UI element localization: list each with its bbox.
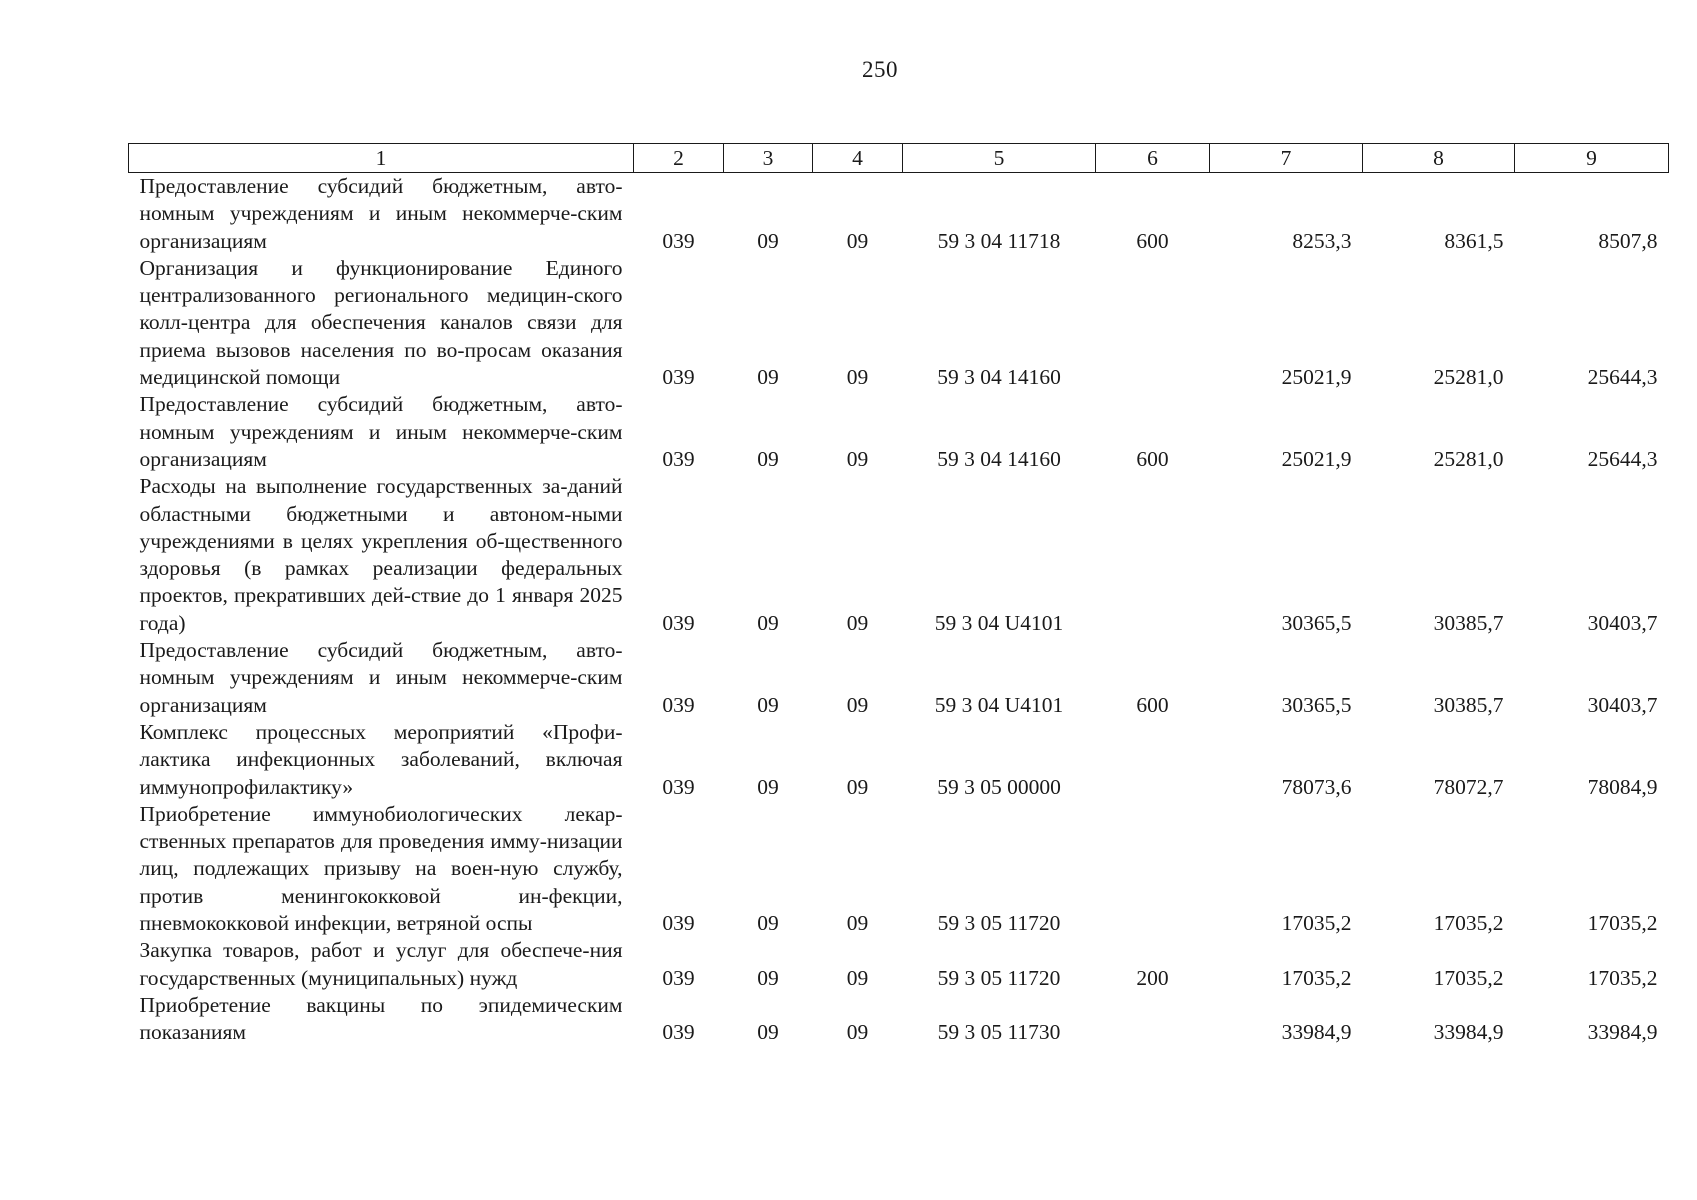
row-section: 09 (757, 692, 779, 717)
row-target-article: 59 3 05 11720 (937, 911, 1061, 936)
row-admin-code: 039 (662, 365, 695, 390)
table-row (129, 391, 1669, 473)
row-subsection: 09 (846, 228, 869, 253)
row-name: Приобретение иммунобиологических лекар-ственных препаратов для проведения имму-низации лиц, подлежащих призыву на воен-ную службу, против менингококковой ин-фекции, пневмококковой инфекции, ветряной оспы (139, 801, 623, 936)
row-amount-2: 78072,7 (1433, 774, 1504, 799)
header-col-2: 2 (634, 144, 724, 173)
row-expense-type: 600 (1136, 446, 1169, 471)
row-amount-2: 30385,7 (1433, 610, 1504, 635)
row-expense-type: 600 (1136, 228, 1169, 253)
row-section: 09 (757, 911, 779, 936)
row-amount-3: 25644,3 (1587, 365, 1658, 390)
row-name: Приобретение вакцины по эпидемическим показаниям (139, 992, 623, 1045)
row-amount-1: 17035,2 (1281, 911, 1352, 936)
header-col-9: 9 (1515, 144, 1669, 173)
table-row (129, 719, 1669, 801)
row-amount-2: 25281,0 (1433, 365, 1504, 390)
row-amount-2: 17035,2 (1433, 911, 1504, 936)
row-expense-type: 200 (1136, 965, 1169, 990)
row-expense-type (1096, 255, 1210, 391)
row-section: 09 (757, 965, 779, 990)
header-col-1: 1 (129, 144, 634, 173)
row-target-article: 59 3 04 14160 (937, 365, 1061, 390)
row-admin-code: 039 (662, 228, 695, 253)
row-target-article: 59 3 04 U4101 (934, 610, 1064, 635)
table-header (129, 144, 1669, 173)
row-amount-1: 30365,5 (1281, 692, 1352, 717)
row-amount-1: 30365,5 (1281, 610, 1352, 635)
row-section: 09 (757, 610, 779, 635)
header-col-3: 3 (724, 144, 813, 173)
row-amount-3: 8507,8 (1598, 228, 1658, 253)
row-target-article: 59 3 05 11720 (937, 965, 1061, 990)
table-row (129, 173, 1669, 255)
row-amount-1: 25021,9 (1281, 365, 1352, 390)
row-target-article: 59 3 05 00000 (937, 774, 1061, 799)
row-name: Комплекс процессных мероприятий «Профи-лактика инфекционных заболеваний, включая иммунопрофилактику» (139, 719, 623, 799)
header-col-7: 7 (1210, 144, 1363, 173)
row-section: 09 (757, 365, 779, 390)
row-amount-2: 8361,5 (1444, 228, 1504, 253)
table-row (129, 637, 1669, 719)
row-expense-type (1096, 801, 1210, 937)
row-name: Предоставление субсидий бюджетным, авто-номным учреждениям и иным некоммерче-ским организациям (139, 174, 623, 253)
row-target-article: 59 3 04 U4101 (934, 692, 1064, 717)
row-admin-code: 039 (662, 774, 695, 799)
row-amount-1: 78073,6 (1281, 774, 1352, 799)
row-amount-1: 25021,9 (1281, 446, 1352, 471)
header-col-8: 8 (1363, 144, 1515, 173)
row-amount-1: 17035,2 (1281, 965, 1352, 990)
header-row (129, 144, 1669, 173)
row-admin-code: 039 (662, 692, 695, 717)
row-admin-code: 039 (662, 965, 695, 990)
row-subsection: 09 (846, 365, 869, 390)
row-name: Предоставление субсидий бюджетным, авто-номным учреждениям и иным некоммерче-ским организациям (139, 638, 623, 717)
row-subsection: 09 (846, 1020, 869, 1045)
row-name: Предоставление субсидий бюджетным, авто-номным учреждениям и иным некоммерче-ским организациям (139, 392, 623, 471)
row-expense-type (1096, 992, 1210, 1047)
row-target-article: 59 3 05 11730 (937, 1020, 1061, 1045)
table-row (129, 801, 1669, 937)
header-col-4: 4 (813, 144, 903, 173)
row-section: 09 (757, 228, 779, 253)
row-name: Организация и функционирование Единого централизованного регионального медицин-ского колл-центра для обеспечения каналов связи для приема вызовов населения по во-просам оказания медицинской помощи (139, 255, 623, 390)
row-subsection: 09 (846, 965, 869, 990)
row-amount-3: 33984,9 (1587, 1020, 1658, 1045)
row-target-article: 59 3 04 14160 (937, 446, 1061, 471)
row-amount-2: 17035,2 (1433, 965, 1504, 990)
row-admin-code: 039 (662, 610, 695, 635)
row-admin-code: 039 (662, 1020, 695, 1045)
row-amount-3: 30403,7 (1587, 610, 1658, 635)
row-amount-2: 33984,9 (1433, 1020, 1504, 1045)
row-amount-2: 30385,7 (1433, 692, 1504, 717)
table-row (129, 473, 1669, 637)
row-name: Расходы на выполнение государственных за-даний областными бюджетными и автоном-ными учреждениями в целях укрепления об-щественного здоровья (в рамках реализации федеральных проектов, прекративших дей-ствие до 1 января 2025 года) (139, 474, 623, 635)
row-section: 09 (757, 774, 779, 799)
table-row (129, 937, 1669, 992)
row-amount-1: 33984,9 (1281, 1020, 1352, 1045)
row-expense-type: 600 (1136, 692, 1169, 717)
row-admin-code: 039 (662, 446, 695, 471)
table-body (129, 173, 1669, 1047)
row-admin-code: 039 (662, 911, 695, 936)
row-amount-1: 8253,3 (1292, 228, 1352, 253)
page-number: 250 (862, 57, 898, 82)
header-col-5: 5 (903, 144, 1096, 173)
row-amount-3: 17035,2 (1587, 965, 1658, 990)
row-subsection: 09 (846, 911, 869, 936)
row-amount-3: 78084,9 (1587, 774, 1658, 799)
row-name: Закупка товаров, работ и услуг для обеспече-ния государственных (муниципальных) нужд (139, 938, 623, 990)
row-amount-3: 25644,3 (1587, 446, 1658, 471)
row-expense-type (1096, 719, 1210, 801)
row-amount-3: 17035,2 (1587, 911, 1658, 936)
header-col-6: 6 (1096, 144, 1210, 173)
row-subsection: 09 (846, 610, 869, 635)
table-row (129, 992, 1669, 1047)
row-target-article: 59 3 04 11718 (937, 228, 1061, 253)
row-subsection: 09 (846, 692, 869, 717)
row-amount-3: 30403,7 (1587, 692, 1658, 717)
row-subsection: 09 (846, 446, 869, 471)
row-section: 09 (757, 446, 779, 471)
row-expense-type (1096, 473, 1210, 637)
table-row (129, 255, 1669, 391)
budget-table (128, 143, 1669, 1047)
row-subsection: 09 (846, 774, 869, 799)
row-amount-2: 25281,0 (1433, 446, 1504, 471)
row-section: 09 (757, 1020, 779, 1045)
